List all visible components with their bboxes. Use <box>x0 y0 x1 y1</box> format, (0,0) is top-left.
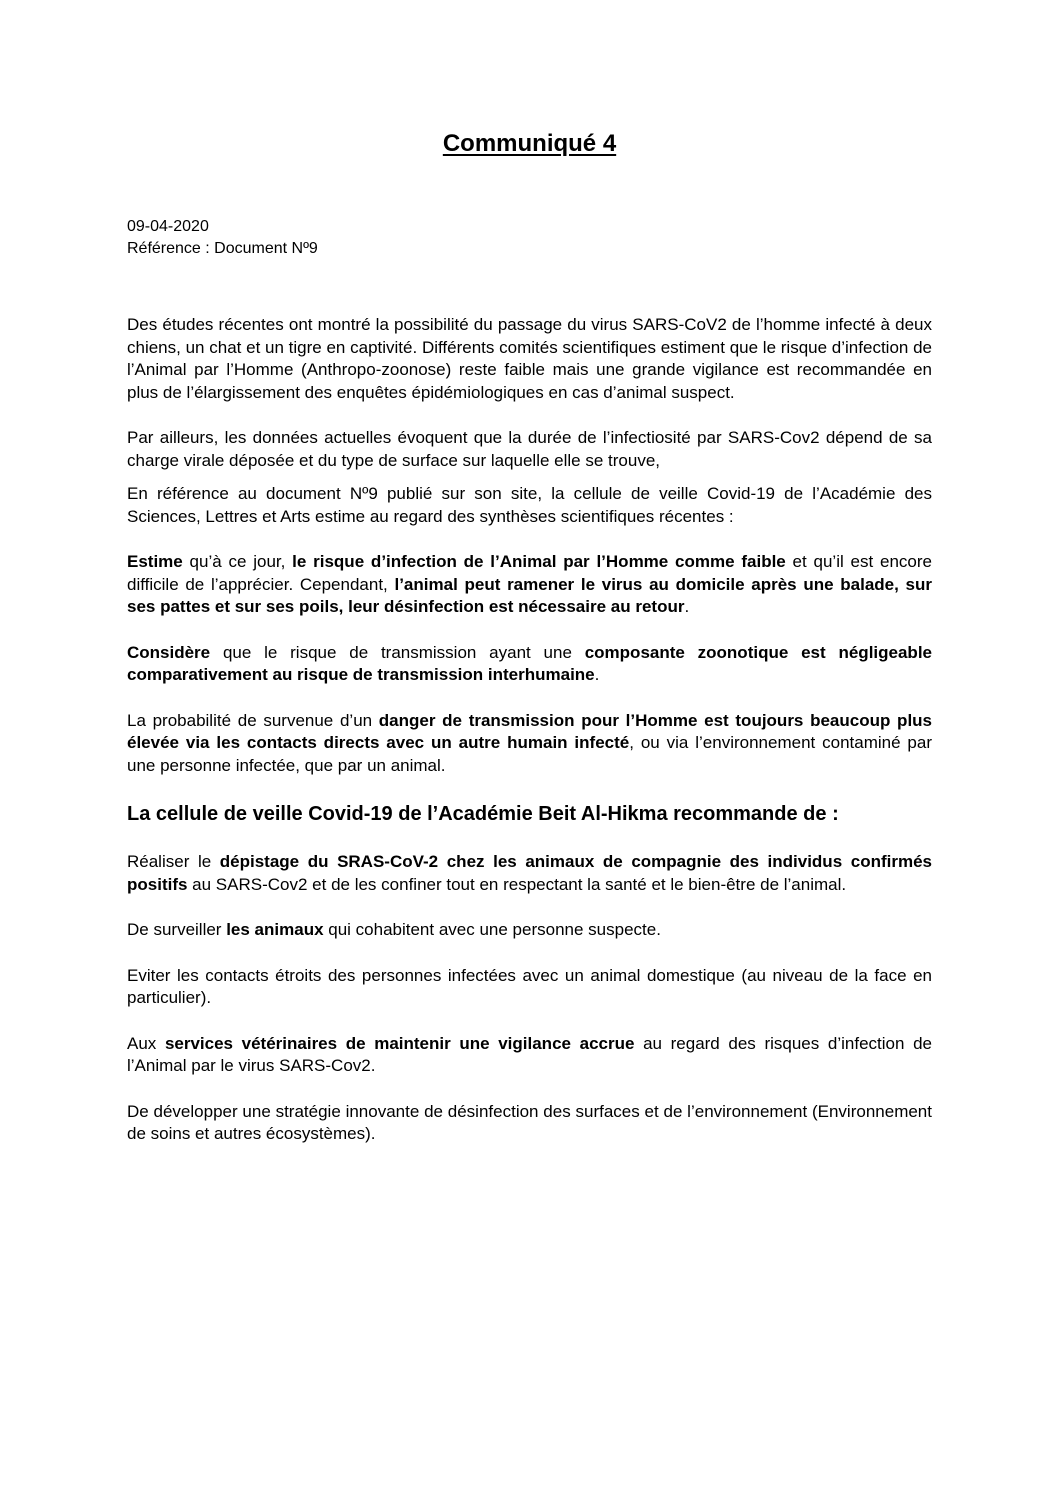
text-span: La probabilité de survenue d’un <box>127 710 379 730</box>
document-reference: Référence : Document Nº9 <box>127 240 318 257</box>
paragraph-reference: En référence au document Nº9 publié sur son site, la cellule de veille Covid-19 de l’Académie des Sciences, Lettres et Arts estime au regard des synthèses scientifiques récentes : <box>127 484 932 526</box>
text-span: qu’à ce jour, <box>182 552 293 571</box>
text-span: que le risque de transmission ayant une <box>210 642 585 662</box>
bold-text: Estime <box>127 552 183 571</box>
text-span: au regard des risques d’infection de l’Animal par le virus SARS-Cov2. <box>127 1033 932 1075</box>
bold-text: le risque d’infection de l’Animal par l’Homme comme faible <box>292 552 786 571</box>
recommendation-avoid-contact: Eviter les contacts étroits des personnes infectées avec un animal domestique (au niveau de la face en particulier). <box>127 965 932 1007</box>
text-span: , ou via l’environnement contaminé par une personne infectée, que par un animal. <box>127 733 933 775</box>
bold-text: les animaux <box>226 920 324 939</box>
document-title: Communiqué 4 <box>442 130 617 157</box>
bold-text: l’animal peut ramener le virus au domicile après une balade, sur ses pattes et sur ses poils, leur désinfection est nécessaire au retour <box>127 574 932 616</box>
text-span: . <box>594 665 600 684</box>
document-date: 09-04-2020 <box>127 218 209 235</box>
recommendation-veterinary <box>127 1033 932 1078</box>
recommendation-disinfection: De développer une stratégie innovante de désinfection des surfaces et de l’environnement (Environnement de soins et autres écosystèmes). <box>127 1101 932 1143</box>
paragraph-infectiosity: Par ailleurs, les données actuelles évoquent que la durée de l’infectiosité par SARS-Cov2 dépend de sa charge virale déposée et du type de surface sur laquelle elle se trouve, <box>127 428 932 470</box>
recommendation-screening <box>127 851 932 896</box>
paragraph-consider <box>127 642 932 687</box>
text-span: et qu’il est encore difficile de l’apprécier. Cependant, <box>127 552 933 594</box>
document-meta <box>127 216 318 260</box>
text-span: De surveiller <box>127 920 227 939</box>
text-span: Réaliser le <box>127 852 220 871</box>
document-body <box>127 314 932 1146</box>
text-span: Aux <box>127 1033 165 1053</box>
paragraph-intro: Des études récentes ont montré la possibilité du passage du virus SARS-CoV2 de l’homme infecté à deux chiens, un chat et un tigre en captivité. Différents comités scientifiques estiment que le risque d’infection de l’Animal par l’Homme (Anthropo-zoonose) reste faible mais une grande vigilance est recommandée en plus de l’élargissement des enquêtes épidémiologiques en cas d’animal suspect. <box>127 315 932 402</box>
recommendations-heading: La cellule de veille Covid-19 de l’Académie Beit Al-Hikma recommande de : <box>127 803 839 825</box>
bold-text: composante zoonotique est négligeable comparativement au risque de transmission interhumaine <box>127 642 932 684</box>
paragraph-probability <box>127 710 932 778</box>
recommendation-monitor <box>127 919 932 942</box>
bold-text: dépistage du SRAS-CoV-2 chez les animaux de compagnie des individus confirmés positifs <box>127 852 932 894</box>
bold-text: services vétérinaires de maintenir une vigilance accrue <box>164 1033 635 1053</box>
bold-text: Considère <box>127 642 211 662</box>
text-span: qui cohabitent avec une personne suspecte. <box>323 920 661 939</box>
paragraph-estimate <box>127 551 932 619</box>
bold-text: danger de transmission pour l’Homme est toujours beaucoup plus élevée via les contacts directs avec un autre humain infecté <box>127 710 933 752</box>
text-span: au SARS-Cov2 et de les confiner tout en respectant la santé et le bien-être de l’animal. <box>187 874 847 894</box>
text-span: . <box>684 597 690 616</box>
